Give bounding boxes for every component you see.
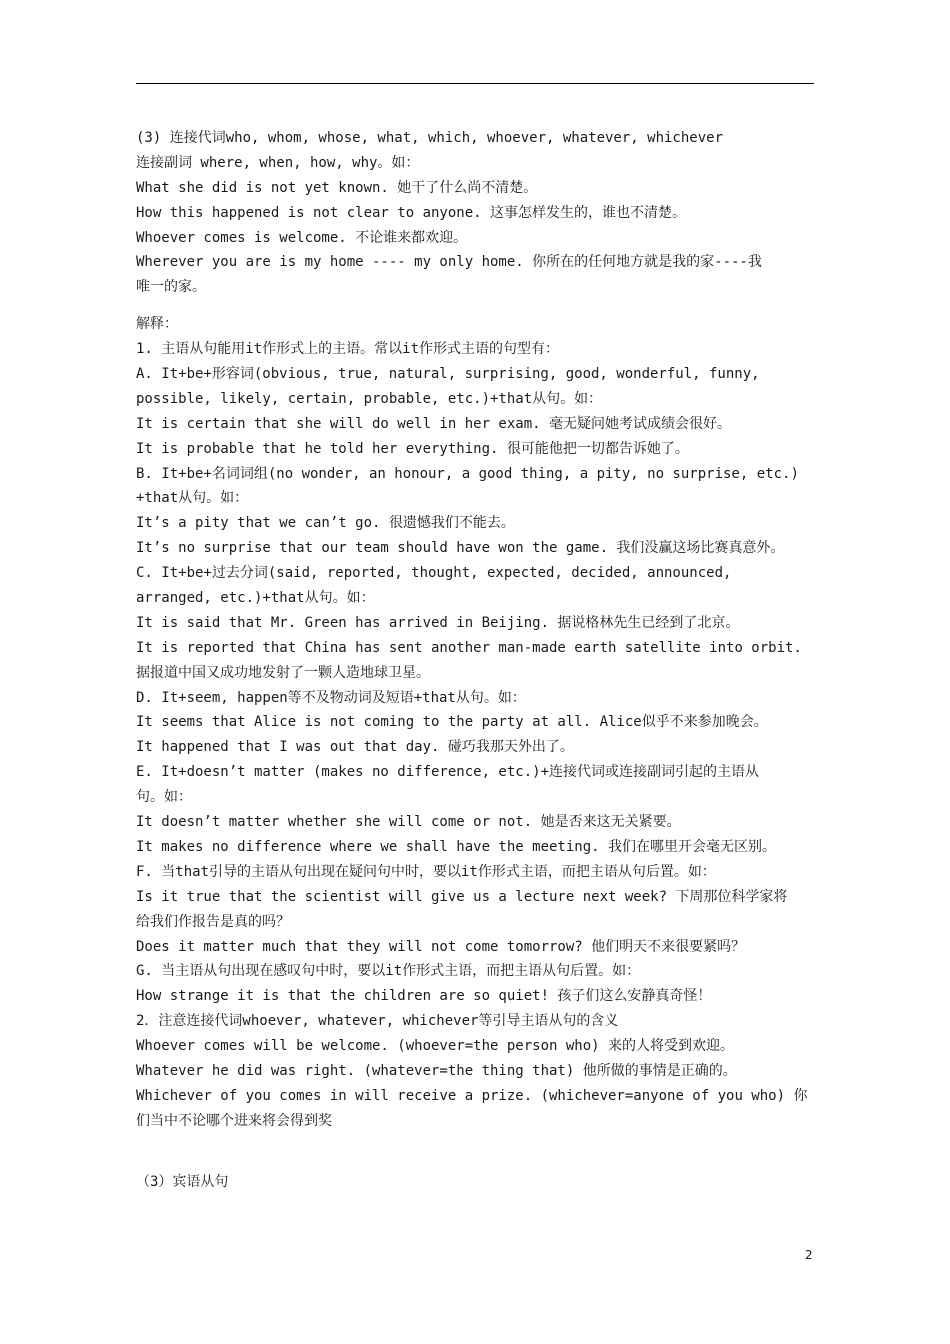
text-line: arranged, etc.)+that从句。如：	[136, 590, 375, 607]
text-line: It is reported that China has sent another man-made earth satellite into orbit.	[136, 639, 802, 656]
document-body	[136, 126, 826, 1195]
text-line: It happened that I was out that day. 碰巧我那天外出了。	[136, 739, 574, 756]
text-line: (3) 连接代词who, whom, whose, what, which, whoever, whatever, whichever	[136, 130, 724, 146]
text-line: B. It+be+名词词组(no wonder, an honour, a good thing, a pity, no surprise, etc.)	[136, 465, 799, 482]
text-line: Whoever comes will be welcome. (whoever=the person who) 来的人将受到欢迎。	[136, 1038, 735, 1055]
text-line: How strange it is that the children are so quiet! 孩子们这么安静真奇怪！	[136, 988, 712, 1005]
text-line: Whatever he did was right. (whatever=the thing that) 他所做的事情是正确的。	[136, 1062, 737, 1079]
text-line: A. It+be+形容词(obvious, true, natural, surprising, good, wonderful, funny,	[136, 366, 760, 383]
text-line: 2．注意连接代词whoever, whatever, whichever等引导主语从句的含义	[136, 1013, 619, 1030]
text-line: It’s a pity that we can’t go. 很遗憾我们不能去。	[136, 515, 515, 532]
text-line: F. 当that引导的主语从句出现在疑问句中时，要以it作形式主语，而把主语从句后置。如：	[136, 863, 716, 880]
text-line: +that从句。如：	[136, 490, 249, 507]
text-line: It doesn’t matter whether she will come or not. 她是否来这无关紧要。	[136, 814, 681, 831]
section-explanation	[136, 312, 826, 1133]
text-line: It is probable that he told her everything. 很可能他把一切都告诉她了。	[136, 440, 689, 457]
text-line: 解释：	[136, 316, 178, 333]
text-line: It’s no surprise that our team should have won the game. 我们没赢这场比赛真意外。	[136, 540, 785, 557]
text-line: It seems that Alice is not coming to the party at all. Alice似乎不来参加晚会。	[136, 714, 768, 731]
section-object-clause	[136, 1170, 826, 1195]
text-line: Whoever comes is welcome. 不论谁来都欢迎。	[136, 229, 468, 246]
text-line: How this happened is not clear to anyone. 这事怎样发生的，谁也不清楚。	[136, 204, 687, 221]
text-line: 唯一的家。	[136, 279, 206, 296]
text-line: 连接副词 where, when, how, why。如：	[136, 154, 420, 171]
text-line: E. It+doesn’t matter (makes no difference, etc.)+连接代词或连接副词引起的主语从	[136, 764, 760, 781]
text-line: 给我们作报告是真的吗？	[136, 913, 290, 930]
text-line: possible, likely, certain, probable, etc.)+that从句。如：	[136, 390, 603, 407]
text-line: G. 当主语从句出现在感叹句中时，要以it作形式主语，而把主语从句后置。如：	[136, 963, 641, 980]
header-rule	[136, 83, 814, 84]
text-line: 们当中不论哪个进来将会得到奖	[136, 1112, 332, 1129]
text-line: 句。如：	[136, 789, 192, 806]
text-line: Whichever of you comes in will receive a prize. (whichever=anyone of you who) 你	[136, 1087, 808, 1104]
text-line: It is said that Mr. Green has arrived in Beijing. 据说格林先生已经到了北京。	[136, 614, 740, 631]
page-number: 2	[805, 1248, 813, 1262]
text-line: It makes no difference where we shall have the meeting. 我们在哪里开会毫无区别。	[136, 838, 777, 855]
text-line: 1. 主语从句能用it作形式上的主语。常以it作形式主语的句型有：	[136, 341, 559, 358]
section-connectives	[136, 126, 826, 300]
text-line: Is it true that the scientist will give us a lecture next week? 下周那位科学家将	[136, 888, 788, 905]
text-line: D. It+seem, happen等不及物动词及短语+that从句。如：	[136, 689, 526, 706]
text-line: C. It+be+过去分词(said, reported, thought, expected, decided, announced,	[136, 565, 732, 582]
text-line: It is certain that she will do well in her exam. 毫无疑问她考试成绩会很好。	[136, 415, 732, 432]
text-line: Does it matter much that they will not come tomorrow? 他们明天不来很要紧吗？	[136, 938, 746, 955]
text-line: 据报道中国又成功地发射了一颗人造地球卫星。	[136, 664, 430, 681]
text-line: What she did is not yet known. 她干了什么尚不清楚。	[136, 179, 538, 196]
text-line: Wherever you are is my home ---- my only home. 你所在的任何地方就是我的家----我	[136, 254, 762, 271]
section-heading: （3）宾语从句	[136, 1173, 229, 1190]
